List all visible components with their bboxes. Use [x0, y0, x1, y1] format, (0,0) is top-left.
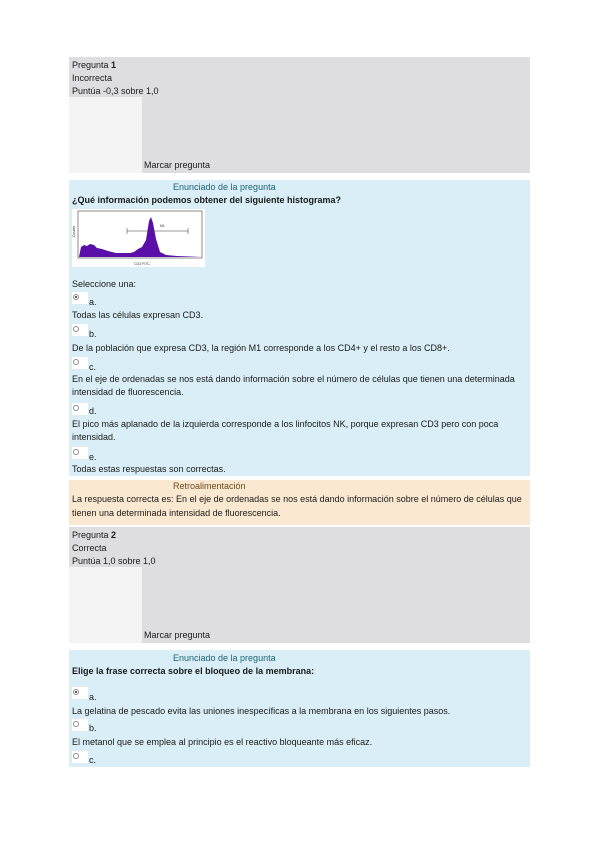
q1-option-d-radio[interactable]: [73, 405, 79, 411]
histogram-ylabel: Counts: [72, 225, 76, 237]
q2-flag-icon-area[interactable]: [69, 567, 142, 643]
q1-option-c-text[interactable]: En el eje de ordenadas se nos está dando información sobre el número de células que tienen una determinada intensidad de fluorescencia.: [72, 374, 515, 397]
q1-question-text: ¿Qué información podemos obtener del siguiente histograma?: [72, 195, 342, 205]
q2-option-a-radio[interactable]: [73, 689, 79, 695]
q1-status: Incorrecta: [72, 73, 113, 83]
q1-option-e-radio[interactable]: [73, 449, 79, 455]
q2-option-a-text[interactable]: La gelatina de pescado evita las uniones inespecíficas a la membrana en los siguientes pasos.: [72, 706, 451, 716]
q1-option-b-letter: b.: [89, 329, 97, 339]
q2-option-b-radio[interactable]: [73, 721, 79, 727]
q1-select-one: Seleccione una:: [72, 279, 137, 289]
q2-title-label: Pregunta: [72, 530, 109, 540]
q2-status: Correcta: [72, 543, 107, 553]
q1-score: Puntúa -0,3 sobre 1,0: [72, 86, 159, 96]
q1-option-e-letter: e.: [89, 452, 97, 462]
q1-content-box: [69, 180, 530, 476]
q1-option-a-text[interactable]: Todas las células expresan CD3.: [72, 310, 204, 320]
q1-flag-question-link[interactable]: Marcar pregunta: [144, 160, 211, 170]
q2-number: 2: [111, 530, 117, 540]
q1-option-a-radio[interactable]: [73, 294, 79, 300]
q1-option-b-radio[interactable]: [73, 326, 79, 332]
histogram-xlabel: CD3 FITC: [134, 262, 150, 266]
q2-info-box: [69, 527, 530, 643]
q1-number: 1: [111, 60, 117, 70]
q2-option-b-text[interactable]: El metanol que se emplea al principio es el reactivo bloqueante más eficaz.: [72, 737, 373, 747]
histogram-gate-label: M1: [160, 224, 165, 228]
q1-title-label: Pregunta: [72, 60, 109, 70]
q1-info-box: [69, 57, 530, 173]
q2-title: [72, 529, 116, 541]
q2-option-c-radio[interactable]: [73, 753, 79, 759]
q1-feedback-box: [69, 480, 530, 525]
q2-score: Puntúa 1,0 sobre 1,0: [72, 556, 156, 566]
q1-option-d-letter: d.: [89, 406, 97, 416]
q2-option-a-letter: a.: [89, 692, 97, 702]
q1-feedback-text: La respuesta correcta es: En el eje de ordenadas se nos está dando información sobre el número de células que tienen una determinada intensidad de fluorescencia.: [72, 494, 522, 518]
q1-title: [72, 59, 116, 71]
q2-option-c-letter: c.: [89, 755, 97, 765]
q2-flag-question-link[interactable]: Marcar pregunta: [144, 630, 211, 640]
q1-option-c-letter: c.: [89, 362, 97, 372]
q1-option-a-letter: a.: [89, 297, 97, 307]
histogram-chart: [72, 209, 205, 267]
q1-feedback-heading: Retroalimentación: [173, 481, 246, 491]
q2-question-text: Elige la frase correcta sobre el bloqueo de la membrana:: [72, 666, 315, 676]
q1-option-c-radio[interactable]: [73, 359, 79, 365]
q1-option-e-text[interactable]: Todas estas respuestas son correctas.: [72, 464, 226, 474]
q2-option-b-letter: b.: [89, 723, 97, 733]
q1-statement-heading: Enunciado de la pregunta: [173, 182, 276, 192]
q1-option-d-text[interactable]: El pico más aplanado de la izquierda corresponde a los linfocitos NK, porque expresan CD3 pero con poca intensidad.: [72, 419, 499, 442]
q2-statement-heading: Enunciado de la pregunta: [173, 653, 276, 663]
q1-flag-icon-area[interactable]: [69, 97, 142, 173]
q1-histogram: [72, 209, 205, 267]
q1-option-b-text[interactable]: De la población que expresa CD3, la región M1 corresponde a los CD4+ y el resto a los CD8+.: [72, 343, 450, 353]
q2-content-box: [69, 650, 530, 767]
